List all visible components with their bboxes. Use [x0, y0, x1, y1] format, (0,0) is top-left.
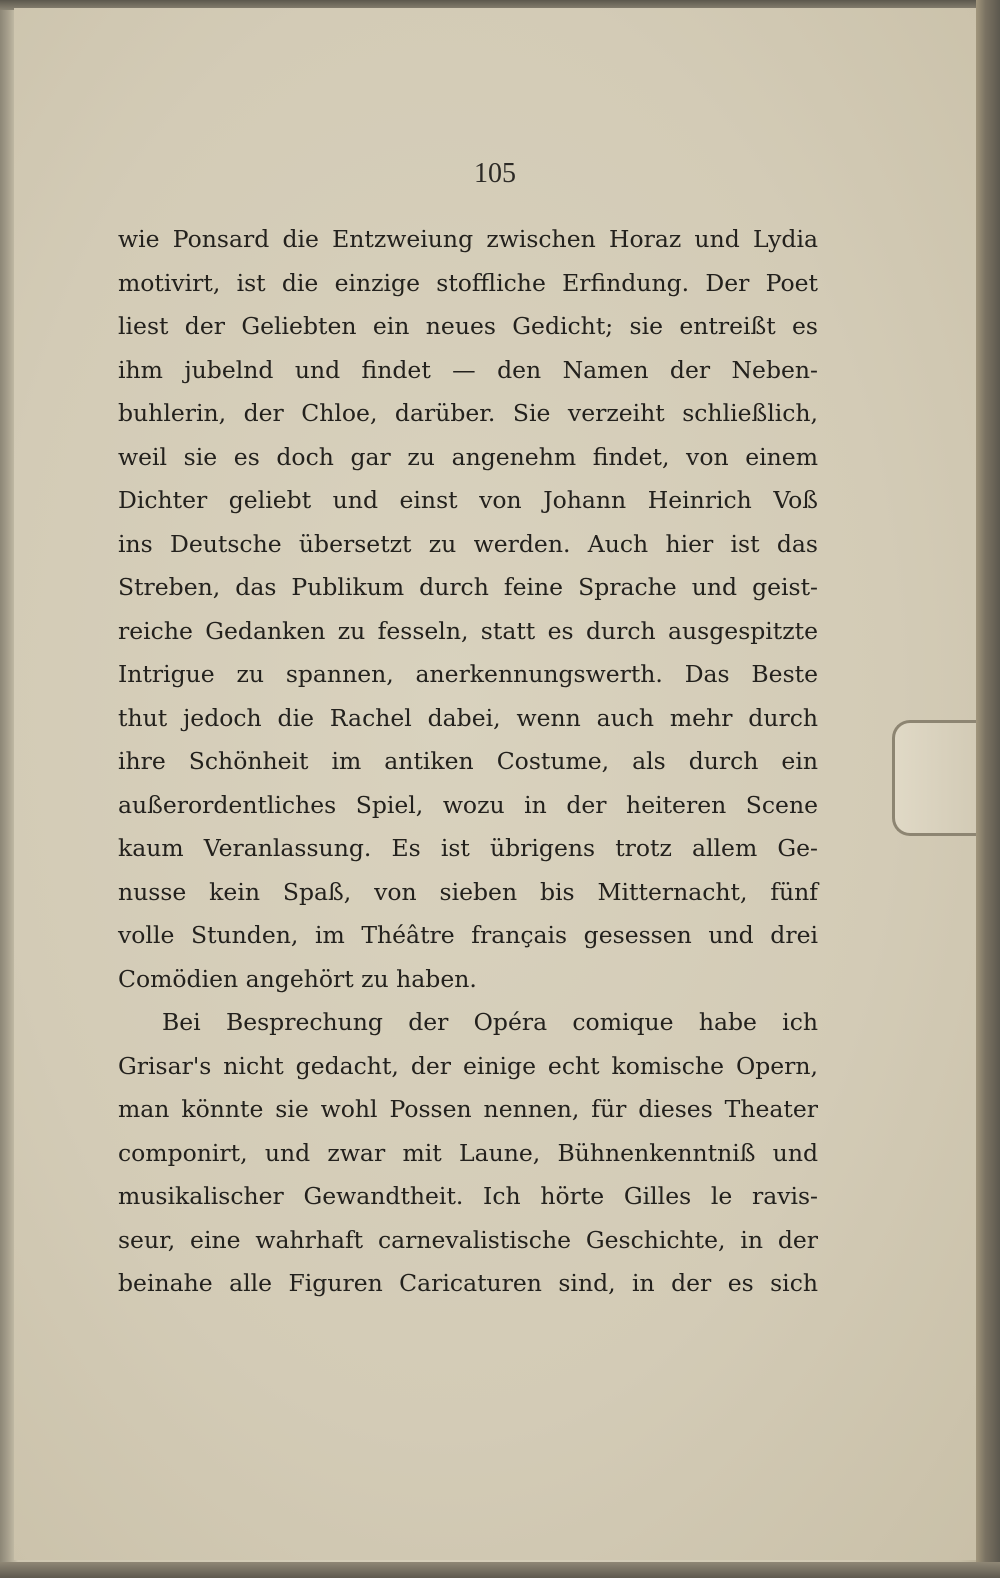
text-line: ihre Schönheit im antiken Costume, als durch ein — [118, 747, 818, 775]
text-line: man könnte sie wohl Possen nennen, für dieses Theater — [118, 1095, 818, 1123]
bottom-page-edge — [0, 1562, 1000, 1578]
text-line: motivirt, ist die einzige stoffliche Erfindung. Der Poet — [118, 268, 818, 297]
text-line: ihm jubelnd und findet — den Namen der Neben- — [118, 355, 818, 384]
text-line: Intrigue zu spannen, anerkennungswerth. Das Beste — [118, 660, 818, 688]
text-line: ins Deutsche übersetzt zu werden. Auch hier ist das — [118, 529, 818, 558]
text-line: kaum Veranlassung. Es ist übrigens trotz allem Ge- — [118, 834, 818, 862]
text-line: weil sie es doch gar zu angenehm findet, von einem — [118, 442, 818, 471]
text-line: buhlerin, der Chloe, darüber. Sie verzeiht schließlich, — [118, 399, 818, 427]
text-line: außerordentliches Spiel, wozu in der heiteren Scene — [118, 790, 818, 819]
page-clip-tab — [892, 720, 979, 836]
text-line: volle Stunden, im Théâtre français gesessen und drei — [118, 921, 818, 949]
body-text — [118, 218, 818, 1306]
text-line: reiche Gedanken zu fesseln, statt es durch ausgespitzte — [118, 616, 818, 645]
text-line: beinahe alle Figuren Caricaturen sind, in der es sich — [118, 1269, 818, 1297]
text-line: nusse kein Spaß, von sieben bis Mitternacht, fünf — [118, 877, 818, 906]
text-line: Dichter geliebt und einst von Johann Heinrich Voß — [118, 486, 818, 514]
text-line: wie Ponsard die Entzweiung zwischen Horaz und Lydia — [118, 225, 818, 253]
text-line: seur, eine wahrhaft carnevalistische Geschichte, in der — [118, 1225, 818, 1254]
text-line: Grisar's nicht gedacht, der einige echt komische Opern, — [118, 1051, 818, 1080]
paper-page — [14, 8, 979, 1560]
paragraph-end-line: Comödien angehört zu haben. — [118, 964, 477, 993]
text-line: Streben, das Publikum durch feine Sprache und geist- — [118, 573, 818, 601]
paragraph-start-line: Bei Besprechung der Opéra comique habe ich — [162, 1008, 818, 1036]
text-line: liest der Geliebten ein neues Gedicht; sie entreißt es — [118, 312, 818, 340]
page-number: 105 — [474, 158, 516, 189]
right-page-edge — [976, 0, 1000, 1578]
text-line: musikalischer Gewandtheit. Ich hörte Gilles le ravis- — [118, 1182, 818, 1210]
text-line: thut jedoch die Rachel dabei, wenn auch mehr durch — [118, 703, 818, 732]
text-line: componirt, und zwar mit Laune, Bühnenkenntniß und — [118, 1138, 818, 1167]
